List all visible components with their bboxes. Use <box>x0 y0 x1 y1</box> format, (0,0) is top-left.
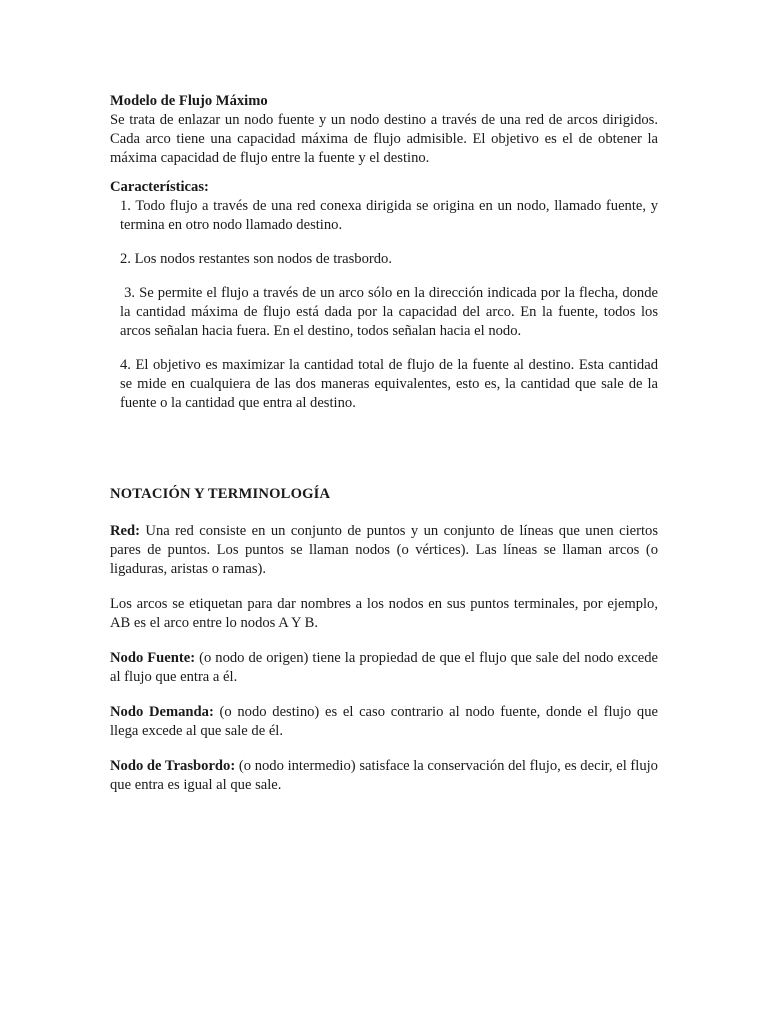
definition-text: Una red consiste en un conjunto de puntos y un conjunto de líneas que unen ciertos pares de puntos. Los puntos se llaman nodos (o vértices). Las líneas se llaman arcos (o ligaduras, aristas o ramas). <box>110 523 662 577</box>
definition-text: (o nodo intermedio) satisface la conservación del flujo, es decir, el flujo que entra es igual al que sale. <box>110 758 662 793</box>
definition-nodo-demanda <box>110 703 662 741</box>
definition-label: Red: <box>110 523 140 539</box>
notation-heading: NOTACIÓN Y TERMINOLOGÍA <box>110 486 331 502</box>
arcs-paragraph: Los arcos se etiquetan para dar nombres a los nodos en sus puntos terminales, por ejemplo, AB es el arco entre lo nodos A Y B. <box>110 596 658 631</box>
definition-text: (o nodo de origen) tiene la propiedad de que el flujo que sale del nodo excede al flujo que entra a él. <box>110 650 662 685</box>
document-page <box>110 92 662 811</box>
list-item: 3. Se permite el flujo a través de un arco sólo en la dirección indicada por la flecha, donde la cantidad máxima de flujo está dada por la capacidad del arco. En la fuente, todos los arcos señalan hacia fuera. En el destino, todos señalan hacia el nodo. <box>120 285 662 339</box>
definition-text: (o nodo destino) es el caso contrario al nodo fuente, donde el flujo que llega excede al que sale de él. <box>110 704 662 739</box>
characteristics-list <box>110 197 662 413</box>
list-item: 4. El objetivo es maximizar la cantidad total de flujo de la fuente al destino. Esta cantidad se mide en cualquiera de las dos maneras equivalentes, esto es, la cantidad que sale de la fuente o la cantidad que entra al destino. <box>120 357 662 411</box>
section-title: Modelo de Flujo Máximo <box>110 93 268 109</box>
definition-label: Nodo Fuente: <box>110 650 196 666</box>
list-item: 1. Todo flujo a través de una red conexa dirigida se origina en un nodo, llamado fuente, y termina en otro nodo llamado destino. <box>120 198 662 233</box>
definition-nodo-fuente <box>110 649 662 687</box>
definition-nodo-trasbordo <box>110 757 662 795</box>
definition-label: Nodo de Trasbordo: <box>110 758 236 774</box>
characteristics-heading: Características: <box>110 179 209 195</box>
list-item: 2. Los nodos restantes son nodos de trasbordo. <box>120 251 392 267</box>
intro-paragraph: Se trata de enlazar un nodo fuente y un nodo destino a través de una red de arcos dirigidos. Cada arco tiene una capacidad máxima de flujo admisible. El objetivo es el de obtener la máxima capacidad de flujo entre la fuente y el destino. <box>110 112 658 166</box>
definition-red <box>110 522 662 579</box>
definition-label: Nodo Demanda: <box>110 704 214 720</box>
